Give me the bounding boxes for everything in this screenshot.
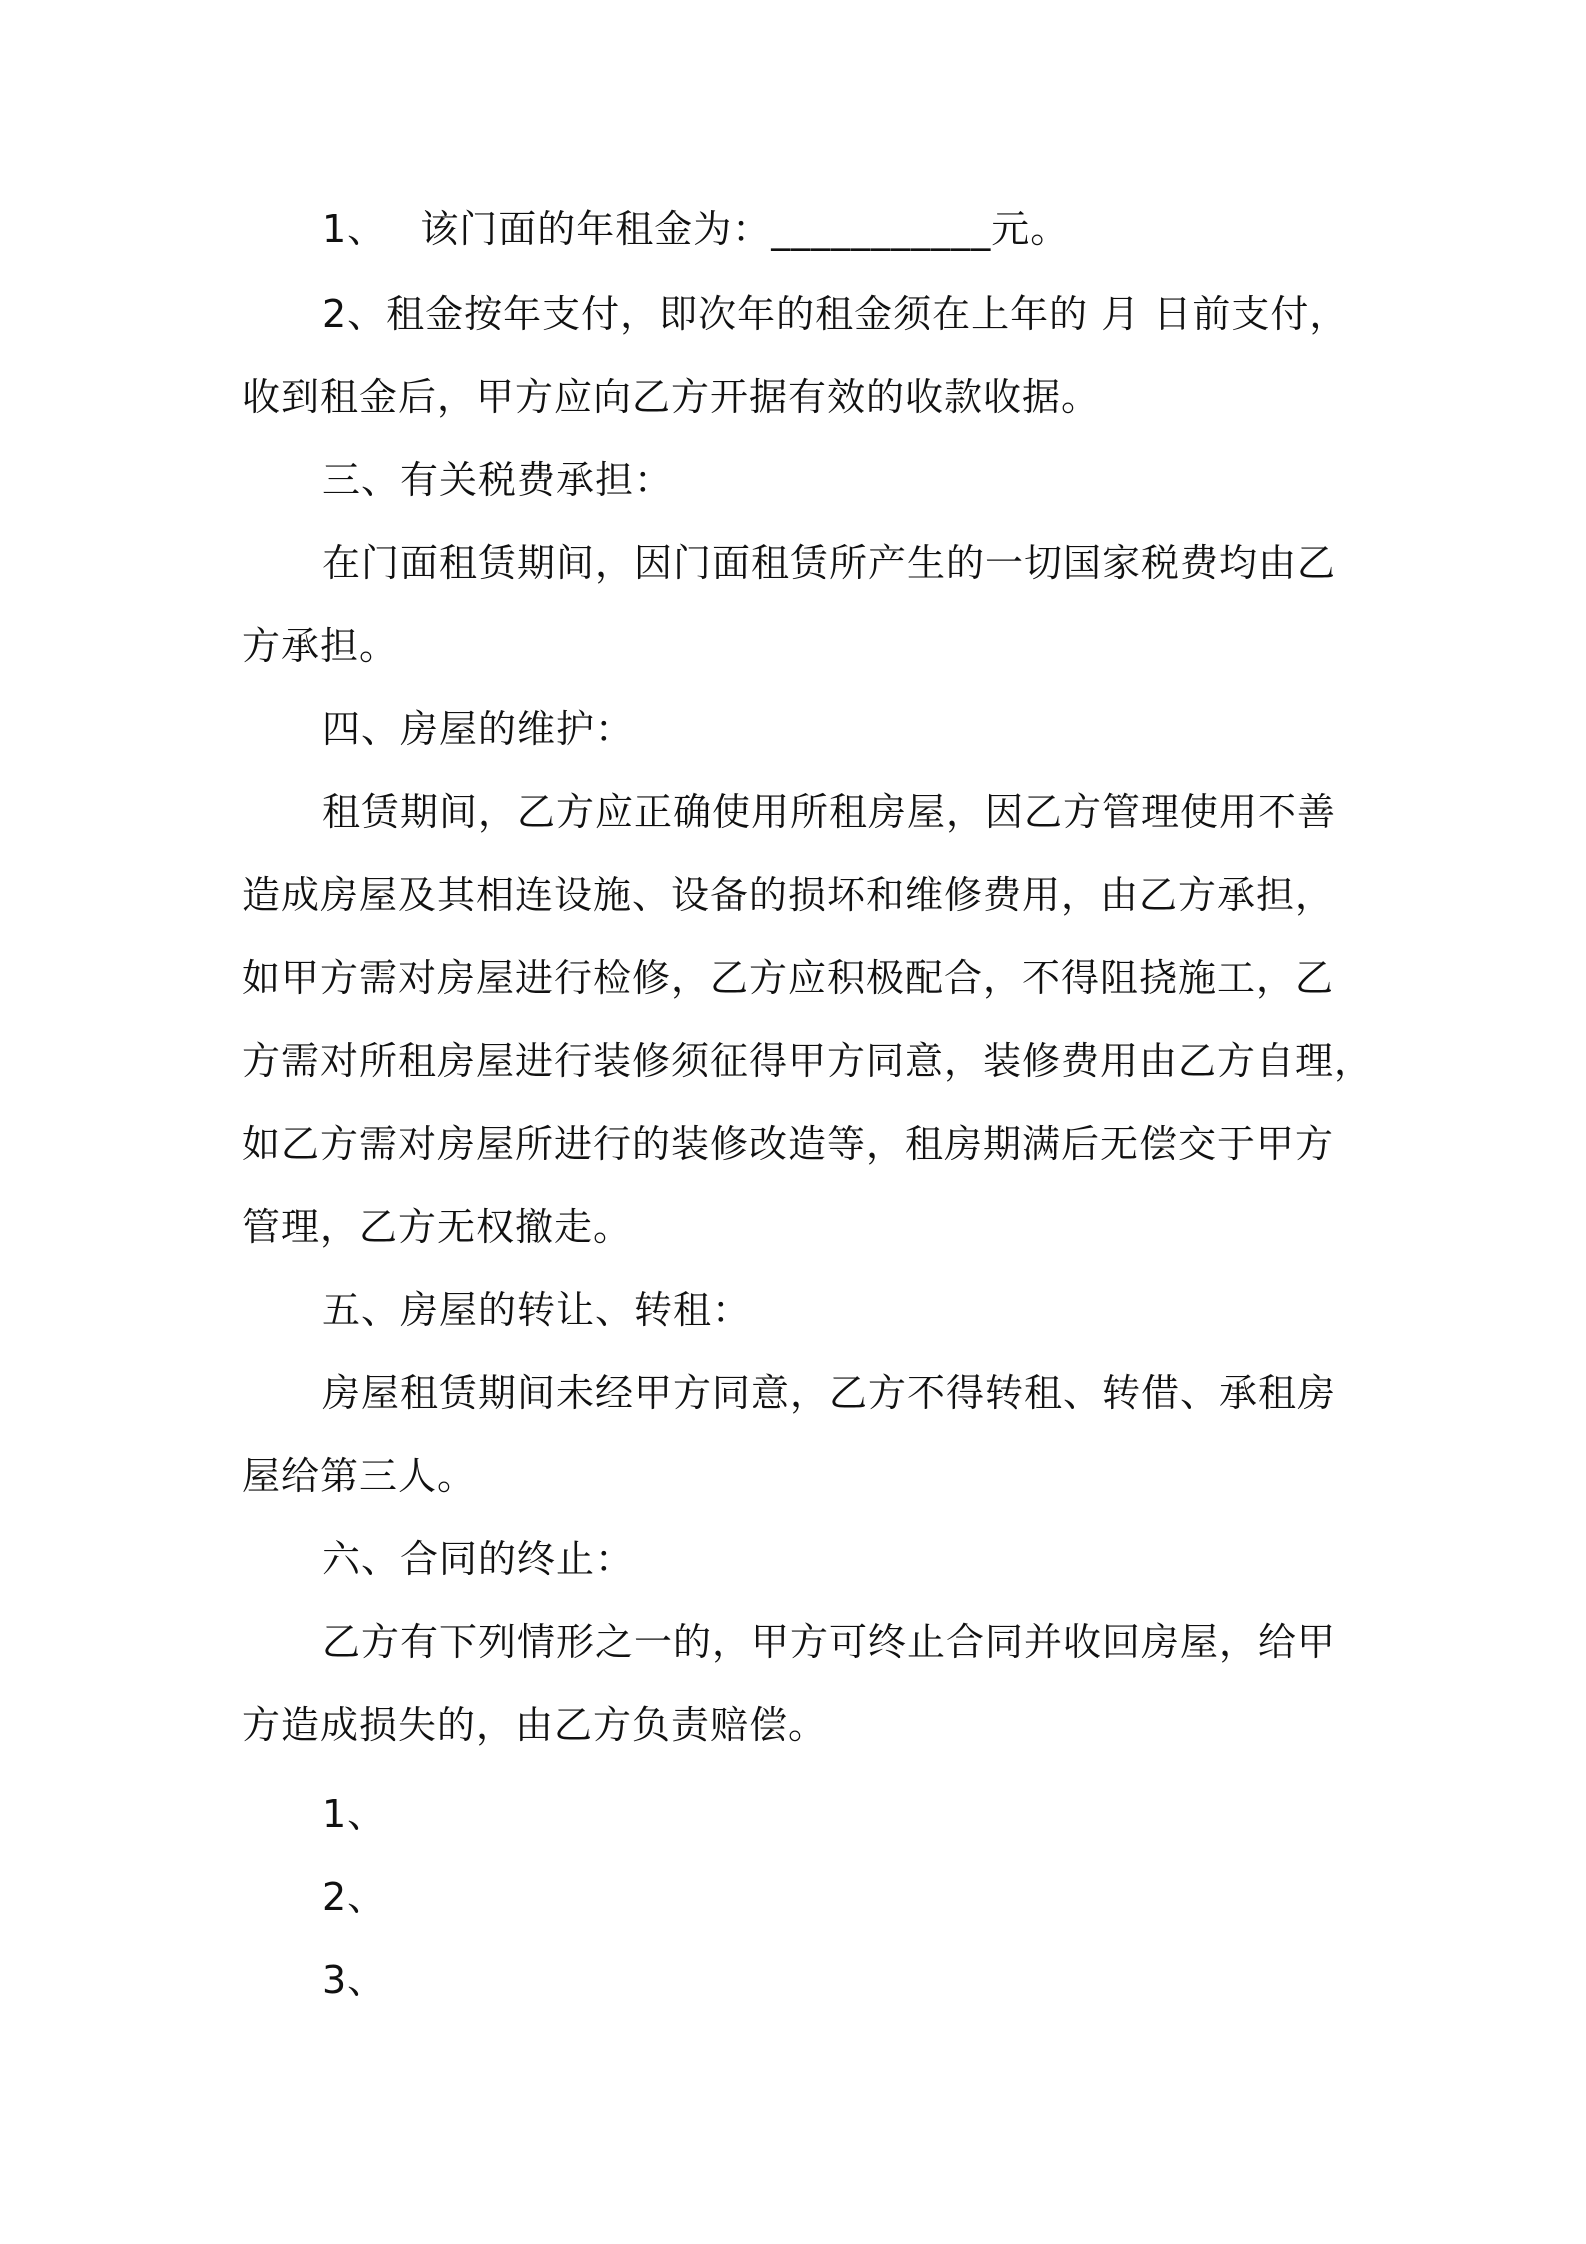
maintenance-line-1: 租赁期间，乙方应正确使用所租房屋，因乙方管理使用不善 (322, 790, 1337, 834)
maintenance-heading: 四、房屋的维护： (322, 707, 635, 751)
termination-item-2: 2、 (322, 1875, 387, 1919)
tax-line-1: 在门面租赁期间，因门面租赁所产生的一切国家税费均由乙 (322, 541, 1337, 585)
rent-amount-line (0, 205, 1586, 253)
transfer-line-1: 房屋租赁期间未经甲方同意，乙方不得转租、转借、承租房 (322, 1371, 1337, 1415)
transfer-line-2: 屋给第三人。 (242, 1454, 477, 1498)
maintenance-line-3: 如甲方需对房屋进行检修，乙方应积极配合，不得阻挠施工，乙 (242, 956, 1335, 1000)
termination-item-3: 3、 (322, 1958, 387, 2002)
tax-line-2: 方承担。 (242, 624, 399, 668)
maintenance-line-2: 造成房屋及其相连设施、设备的损坏和维修费用，由乙方承担， (242, 873, 1335, 917)
maintenance-line-4: 方需对所租房屋进行装修须征得甲方同意，装修费用由乙方自理， (242, 1039, 1374, 1083)
termination-heading: 六、合同的终止： (322, 1537, 635, 1581)
maintenance-line-5: 如乙方需对房屋所进行的装修改造等，租房期满后无偿交于甲方 (242, 1122, 1335, 1166)
rent-amount-text: 该门面的年租金为：___________元。 (420, 207, 1070, 251)
termination-line-1: 乙方有下列情形之一的，甲方可终止合同并收回房屋，给甲 (322, 1620, 1337, 1664)
termination-line-2: 方造成损失的，由乙方负责赔偿。 (242, 1703, 828, 1747)
transfer-heading: 五、房屋的转让、转租： (322, 1288, 752, 1332)
maintenance-line-6: 管理，乙方无权撤走。 (242, 1205, 633, 1249)
rent-payment-line-1: 2、租金按年支付，即次年的租金须在上年的 月 日前支付， (322, 292, 1349, 336)
tax-heading: 三、有关税费承担： (322, 458, 674, 502)
rent-payment-line-2: 收到租金后，甲方应向乙方开据有效的收款收据。 (242, 375, 1101, 419)
termination-item-1: 1、 (322, 1792, 387, 1836)
rent-amount-number: 1、 (322, 207, 387, 251)
